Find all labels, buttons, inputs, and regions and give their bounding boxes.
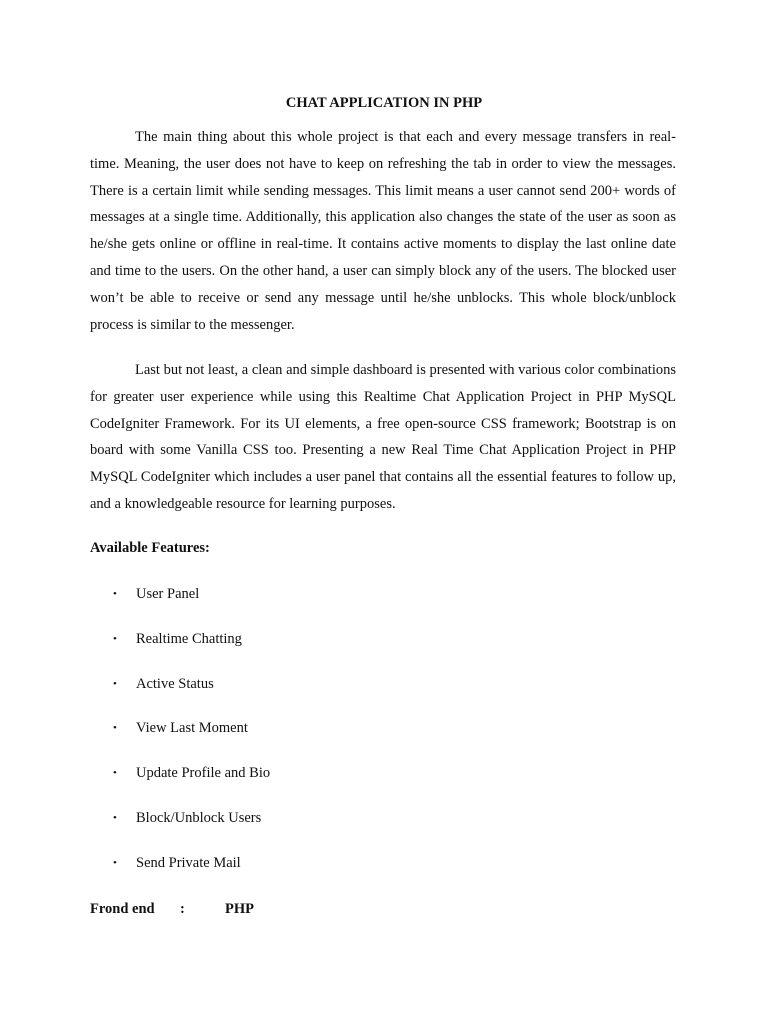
- bullet-icon: •: [113, 588, 117, 600]
- feature-item-user-panel: [0, 584, 600, 604]
- feature-label: Update Profile and Bio: [136, 765, 271, 781]
- bullet-icon: •: [113, 857, 117, 869]
- frontend-key: Frond end: [90, 901, 155, 917]
- bullet-icon: •: [113, 633, 117, 645]
- feature-item-update-profile: [0, 763, 600, 783]
- feature-label: User Panel: [136, 586, 200, 602]
- bullet-icon: •: [113, 722, 117, 734]
- feature-item-block-unblock: [0, 808, 600, 828]
- body-paragraph-2: Last but not least, a clean and simple dashboard is presented with various color combinations for greater user experience while using this Realtime Chat Application Project in PHP MySQL CodeIgniter Framework. For its UI elements, a free open-source CSS framework; Bootstrap is on board with some Vanilla CSS too. Presenting a new Real Time Chat Application Project in PHP MySQL CodeIgniter which includes a user panel that contains all the essential features to follow up, and a knowledgeable resource for learning purposes.: [90, 362, 676, 512]
- frontend-value: PHP: [225, 901, 254, 917]
- feature-item-send-private-mail: [0, 853, 600, 873]
- bullet-icon: •: [113, 767, 117, 779]
- bullet-icon: •: [113, 812, 117, 824]
- feature-label: Block/Unblock Users: [136, 810, 262, 826]
- frontend-tech-row: [90, 898, 490, 920]
- feature-item-view-last-moment: [0, 718, 600, 738]
- feature-label: View Last Moment: [136, 720, 248, 736]
- bullet-icon: •: [113, 678, 117, 690]
- features-heading: Available Features:: [90, 540, 210, 556]
- frontend-separator: :: [180, 901, 185, 917]
- body-paragraph-1: The main thing about this whole project is that each and every message transfers in real-time. Meaning, the user does not have to keep on refreshing the tab in order to view the messages. There is a certain limit while sending messages. This limit means a user cannot send 200+ words of messages at a single time. Additionally, this application also changes the state of the user as soon as he/she gets online or offline in real-time. It contains active moments to display the last online date and time to the users. On the other hand, a user can simply block any of the users. The blocked user won’t be able to receive or send any message until he/she unblocks. This whole block/unblock process is similar to the messenger.: [90, 129, 676, 333]
- feature-item-realtime-chatting: [0, 629, 600, 649]
- document-title: CHAT APPLICATION IN PHP: [285, 95, 483, 111]
- feature-label: Active Status: [136, 676, 214, 692]
- feature-item-active-status: [0, 674, 600, 694]
- feature-label: Realtime Chatting: [136, 631, 242, 647]
- feature-label: Send Private Mail: [136, 855, 241, 871]
